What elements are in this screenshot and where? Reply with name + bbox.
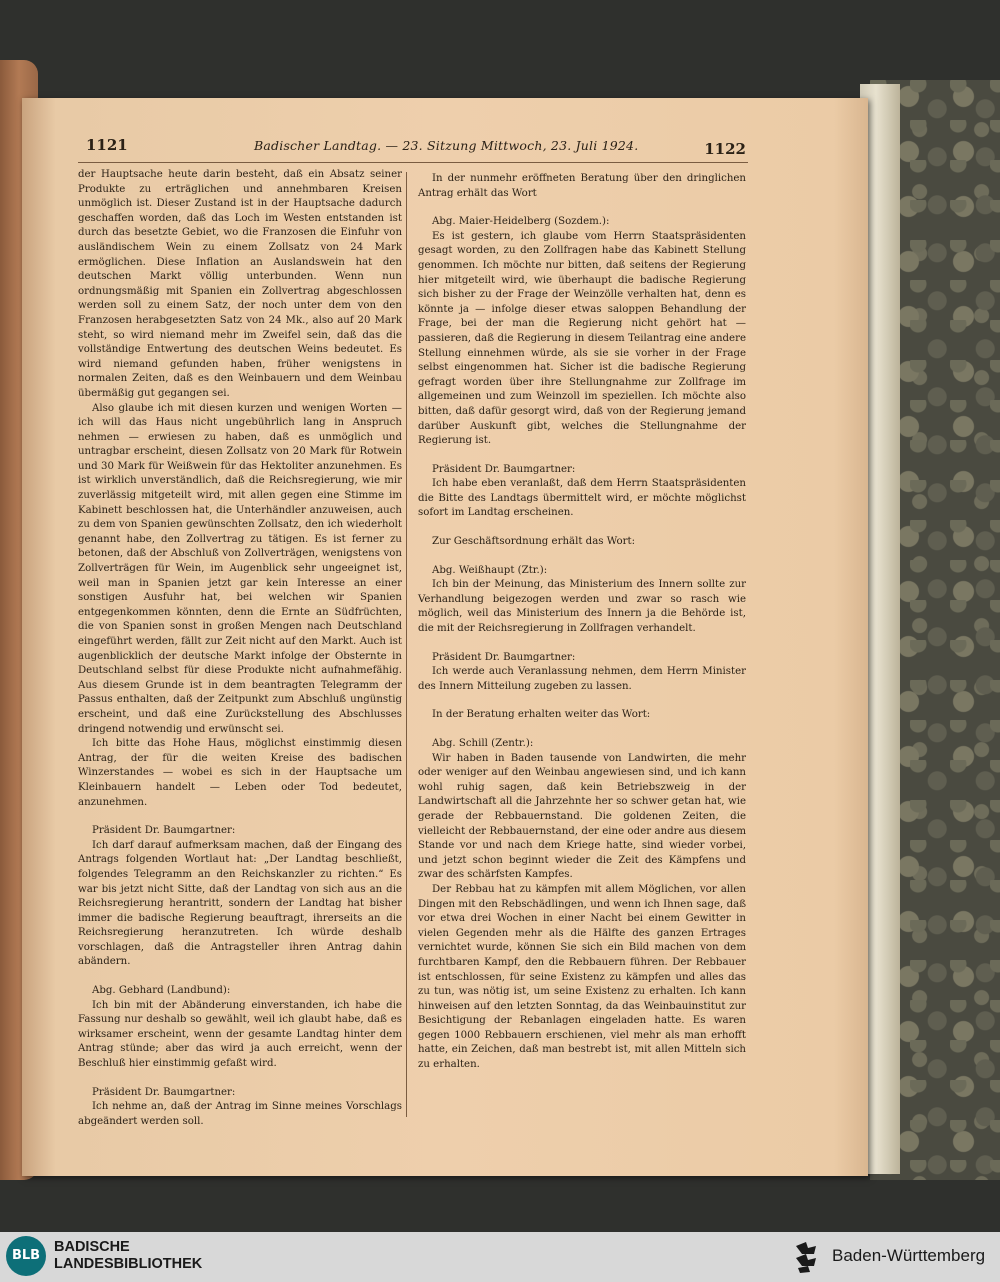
paragraph: Ich nehme an, daß der Antrag im Sinne meines Vorschlags abgeändert werden soll. xyxy=(78,1101,402,1127)
paragraph: Der Rebbau hat zu kämpfen mit allem Möglichen, vor allen Dingen mit den Rebschädlingen, und wenn ich Ihnen sage, daß vor etwa drei Wochen in einer Nacht bei einem Gewitter in vielen Gegenden mehr als die Hälfte des ganzen Ertrages vernichtet wurde, können Sie sich ein Bild machen von dem furchtbaren Kampf, den die Rebbauern führen. Der Rebbauer ist entschlossen, für seine Existenz zu kämpfen und alles das zu tun, was nötig ist, um seine Existenz zu erhalten. Ich kann hinweisen auf den letzten Sonntag, da das Weinbauinstitut zur Besichtigung der Rebanlagen eingeladen hatte. Es waren gegen 1000 Rebbauern erschienen, viel mehr als man erhofft hatte, ein Zeichen, daß man bestrebt ist, mit allen Mitteln sich zu erhalten. xyxy=(418,883,746,1071)
speaker-heading: Präsident Dr. Baumgartner: xyxy=(432,651,576,663)
paragraph: Ich bin mit der Abänderung einverstanden, ich habe die Fassung nur deshalb so gewählt, weil ich glaubt habe, daß es wirksamer erscheint, wenn der gesamte Landtag hinter dem Antrag stünde; aber das wird ja auch erreicht, wenn der Beschluß hier einstimmig gefaßt wird. xyxy=(78,999,402,1070)
paragraph: Ich werde auch Veranlassung nehmen, dem Herrn Minister des Innern Mitteilung zugeben zu lassen. xyxy=(418,666,746,692)
speaker-heading: Abg. Gebhard (Landbund): xyxy=(92,985,231,997)
speaker-heading: Präsident Dr. Baumgartner: xyxy=(92,825,236,837)
speaker-heading: Abg. Maier-Heidelberg (Sozdem.): xyxy=(432,216,610,228)
speaker-heading: Präsident Dr. Baumgartner: xyxy=(92,1086,236,1098)
speaker-heading: Abg. Schill (Zentr.): xyxy=(432,738,534,749)
paragraph: Ich bitte das Hohe Haus, möglichst einstimmig diesen Antrag, der für die weiten Kreise des badischen Winzerstandes — wobei es sich in der Hauptsache um Kleinbauern handelt — Leben oder Tod bedeutet, anzunehmen. xyxy=(78,738,402,808)
state-name[interactable]: Baden-Württemberg xyxy=(832,1246,986,1265)
right-column xyxy=(418,172,746,1073)
paragraph: In der nunmehr eröffneten Beratung über den dringlichen Antrag erhält das Wort xyxy=(418,173,746,199)
library-footer-banner xyxy=(0,1232,1000,1282)
speaker-heading: Präsident Dr. Baumgartner: xyxy=(432,463,576,475)
speaker-heading: Abg. Weißhaupt (Ztr.): xyxy=(432,564,548,576)
procedural-note: Zur Geschäftsordnung erhält das Wort: xyxy=(432,536,636,548)
column-divider xyxy=(406,172,407,1117)
baden-wuerttemberg-lions-icon xyxy=(792,1240,822,1274)
paragraph: der Hauptsache heute darin besteht, daß ein Absatz seiner Produkte zu erträglichen und annehmbaren Kreisen unmöglich ist. Dieser Zustand ist in der Hauptsache dadurch geschaffen worden, daß das Loch im Westen entstanden ist durch das besetzte Gebiet, wo die Franzosen die Einfuhr von ausländischem Wein zu einem Zollsatz von 24 Mark ermöglichen. Diese Inflation an Auslandswein hat den deutschen Markt völlig unterbunden. Wenn nun ordnungsmäßig mit Spanien ein Zollvertrag abgeschlossen werden soll zu einem Satz, der noch unter dem von den Franzosen herabgesetzten Satz von 24 Mk., also auf 20 Mark steht, so wird niemand mehr im Zweifel sein, daß das die vollständige Entwertung des deutschen Weins bedeutet. Es wird niemand gefunden haben, früher wenigstens in normalen Zeiten, daß es den Weinbauern und dem Weinbau übermäßig gut gegangen sei. xyxy=(78,169,402,399)
paragraph: Ich habe eben veranlaßt, daß dem Herrn Staatspräsidenten die Bitte des Landtags übermittelt wird, er möchte möglichst sofort im Landtag erscheinen. xyxy=(418,478,746,519)
paragraph: Also glaube ich mit diesen kurzen und wenigen Worten — ich will das Haus nicht ungebührlich lang in Anspruch nehmen — erwiesen zu haben, daß es unmöglich und untragbar erscheint, diesen Zollsatz von 20 Mark für Rotwein und 30 Mark für Weißwein für das Hektoliter anzunehmen. Es ist wirklich unverständlich, daß die Reichsregierung, wie mir zuverlässig mitgeteilt wird, mit allen gegen eine Stimme im Kabinett beschlossen hat, die Unterhändler anzuweisen, auch zu dem von Spanien gewünschten Zollsatz, den ich wiederholt genannt habe, den Zollvertrag zu tätigen. Es ist ferner zu betonen, daß der Abschluß von Zollverträgen, wenigstens von Zollverträgen für Wein, im Augenblick sehr ungeeignet ist, weil man in Spanien jetzt gar kein Interesse an einer sonstigen Ausfuhr hat, bei welchen wir Spanien entgegenkommen könnten, denn die Ernte an Südfrüchten, die von Spanien sonst in großen Mengen nach Deutschland eingeführt werden, fällt zur Zeit nicht auf den Markt. Auch ist augenblicklich der deutsche Markt infolge der Obsternte in Deutschland selbst für diese Produkte nicht aufnahmefähig. Aus diesem Grunde ist in dem beantragten Telegramm der Passus enthalten, daß der Zeitpunkt zum Abschluß ungünstig erscheint, und daß eine Zurückstellung des Abschlusses dringend notwendig und erwünscht sei. xyxy=(78,402,402,735)
paragraph: Es ist gestern, ich glaube vom Herrn Staatspräsidenten gesagt worden, zu den Zollfragen habe das Kabinett Stellung genommen. Ich möchte nur bitten, daß seitens der Regierung hier mitgeteilt wird, wie überhaupt die badische Regierung sich bisher zu der Frage der Weinzölle verhalten hat, denn es könnte ja — infolge dieser etwas saloppen Behandlung der Frage, bei der man die Regierung nicht gehört hat — passieren, daß die Regierung in diesem Teilantrag eine andere Stellung einnehmen würde, als sie sie vorher in der Frage selbst eingenommen hat. Sicher ist die badische Regierung gefragt worden über ihre Stellungnahme zur Zollfrage im allgemeinen und zum Weinzoll im speziellen. Ich möchte also bitten, daß dafür gesorgt wird, daß von der Regierung jemand darüber Auskunft gibt, welches die Stellungnahme der Regierung ist. xyxy=(418,230,746,447)
header-rule xyxy=(78,162,748,163)
paragraph: Wir haben in Baden tausende von Landwirten, die mehr oder weniger auf den Weinbau angewiesen sind, und ich kann wohl ruhig sagen, daß kein Betriebszweig in der Landwirtschaft all die Jahrzehnte her so schwer getan hat, wie gerade der Rebbauernstand. Die goldenen Zeiten, die vielleicht der Rebbauernstand, der eine oder andre aus diesem Stande vor und nach dem Kriege hatte, sind wieder vorbei, und jetzt schon beginnt wieder die Zeit des Kämpfens und zwar des schärfsten Kampfes. xyxy=(418,752,746,881)
running-title: Badischer Landtag. — 23. Sitzung Mittwoch, 23. Juli 1924. xyxy=(254,138,639,153)
library-name[interactable] xyxy=(54,1239,202,1273)
library-name-line1: BADISCHE xyxy=(54,1239,130,1255)
paragraph: Ich darf darauf aufmerksam machen, daß der Eingang des Antrags folgenden Wortlaut hat: „Der Landtag beschließt, folgendes Telegramm an den Reichskanzler zu richten.“ Es war bis jetzt nicht Sitte, daß der Landtag von sich aus an die Reichsregierung herantritt, sondern der Landtag hat bisher immer die badische Regierung beauftragt, ihrerseits an die Reichsregierung heranzutreten. Ich würde deshalb vorschlagen, daß die Antragsteller ihren Antrag dahin abändern. xyxy=(78,839,402,968)
library-name-line2: LANDESBIBLIOTHEK xyxy=(54,1256,203,1272)
paragraph: Ich bin der Meinung, das Ministerium des Innern sollte zur Verhandlung beigezogen werden und zwar so rasch wie möglich, weil das Ministerium des Innern ja die Behörde ist, die mit der Reichsregierung in Zollfragen verhandelt. xyxy=(418,579,746,635)
page-header xyxy=(86,136,746,158)
left-column xyxy=(78,168,402,1129)
blb-logo[interactable]: BLB xyxy=(6,1236,46,1276)
page-number-right: 1122 xyxy=(704,140,746,158)
page-number-left: 1121 xyxy=(86,136,128,154)
procedural-note: In der Beratung erhalten weiter das Wort: xyxy=(432,709,651,721)
